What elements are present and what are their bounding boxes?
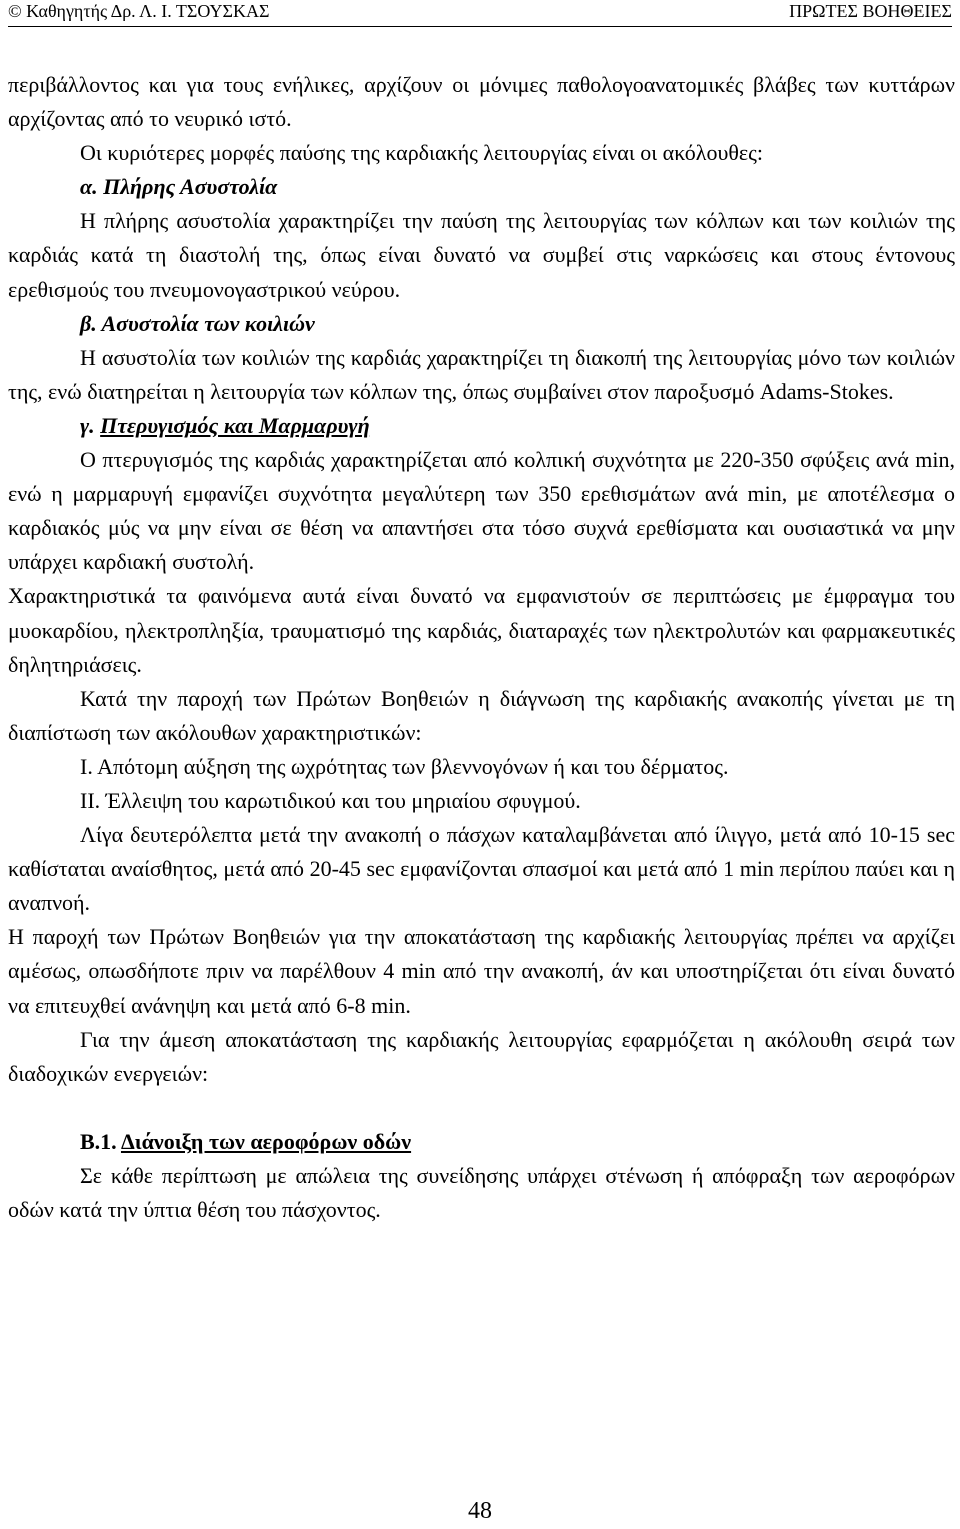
page-number: 48 bbox=[468, 1498, 492, 1524]
section-heading-a: α. Πλήρης Ασυστολία bbox=[80, 174, 278, 200]
header-title: ΠΡΩΤΕΣ ΒΟΗΘΕΙΕΣ bbox=[789, 1, 952, 21]
spacer bbox=[8, 1091, 955, 1125]
subsection-heading bbox=[8, 1125, 955, 1159]
paragraph: Ο πτερυγισμός της καρδιάς χαρακτηρίζεται από κολπική συχνότητα με 220-350 σφύξεις ανά min, ενώ η μαρμαρυγή εμφανίζει συχνότητα μεγαλύτερη των 350 ερεθισμάτων ανά min, με αποτέλεσμα ο καρδιακός μύς να μην είναι σε θέση να απαντήσει στα τόσο συχνά ερεθίσματα και ουσιαστικά να μην υπάρχει καρδιακή συστολή. bbox=[8, 447, 955, 575]
header-author: © Καθηγητής Δρ. Λ. Ι. ΤΣΟΥΣΚΑΣ bbox=[8, 1, 270, 21]
page-header bbox=[8, 0, 952, 27]
paragraph: Η πλήρης ασυστολία χαρακτηρίζει την παύση της λειτουργίας των κόλπων και των κοιλιών της καρδιάς κατά τη διαστολή της, όπως είναι δυνατό να συμβεί στις ναρκώσεις και στους έντονους ερεθισμούς του πνευμονογαστρικού νεύρου. bbox=[8, 208, 955, 302]
page-body bbox=[8, 68, 955, 1227]
section-heading-c bbox=[8, 409, 955, 443]
paragraph: Η παροχή των Πρώτων Βοηθειών για την αποκατάσταση της καρδιακής λειτουργίας πρέπει να αρχίζει αμέσως, οπωσδήποτε πριν να παρέλθουν 4 min από την ανακοπή, άν και υποστηρίζεται ότι είναι δυνατό να επιτευχθεί ανάνηψη και μετά από 6-8 min. bbox=[8, 924, 955, 1018]
paragraph: Κατά την παροχή των Πρώτων Βοηθειών η διάγνωση της καρδιακής ανακοπής γίνεται με τη διαπίστωση των ακόλουθων χαρακτηριστικών: bbox=[8, 685, 955, 745]
paragraph: Για την άμεση αποκατάσταση της καρδιακής λειτουργίας εφαρμόζεται η ακόλουθη σειρά των διαδοχικών ενεργειών: bbox=[8, 1026, 955, 1086]
paragraph: Λίγα δευτερόλεπτα μετά την ανακοπή ο πάσχων καταλαμβάνεται από ίλιγγο, μετά από 10-15 sec καθίσταται αναίσθητος, μετά από 20-45 sec εμφανίζονται σπασμοί και μετά από 1 min περίπου παύει και η αναπνοή. bbox=[8, 822, 955, 916]
paragraph: περιβάλλοντος και για τους ενήλικες, αρχίζουν οι μόνιμες παθολογοανατομικές βλάβες των κυττάρων αρχίζοντας από το νευρικό ιστό. bbox=[8, 72, 955, 132]
list-item: ΙΙ. Έλλειψη του καρωτιδικού και του μηριαίου σφυγμού. bbox=[80, 787, 581, 813]
heading-prefix: Β.1. bbox=[80, 1128, 121, 1154]
paragraph: Η ασυστολία των κοιλιών της καρδιάς χαρακτηρίζει τη διακοπή της λειτουργίας μόνο των κοιλιών της, ενώ διατηρείται η λειτουργία των κόλπων της, όπως συμβαίνει στον παροξυσμό Adams-Stokes. bbox=[8, 344, 955, 404]
heading-prefix: γ. bbox=[80, 412, 101, 438]
paragraph: Χαρακτηριστικά τα φαινόμενα αυτά είναι δυνατό να εμφανιστούν σε περιπτώσεις με έμφραγμα του μυοκαρδίου, ηλεκτροπληξία, τραυματισμό της καρδιάς, διαταραχές των ηλεκτρολυτών και φαρμακευτικές δηλητηριάσεις. bbox=[8, 583, 955, 677]
section-heading-b: β. Ασυστολία των κοιλιών bbox=[80, 310, 315, 336]
heading-title: Πτερυγισμός και Μαρμαρυγή bbox=[100, 412, 370, 438]
paragraph: Σε κάθε περίπτωση με απώλεια της συνείδησης υπάρχει στένωση ή απόφραξη των αεροφόρων οδών κατά την ύπτια θέση του πάσχοντος. bbox=[8, 1162, 955, 1222]
heading-title: Διάνοιξη των αεροφόρων οδών bbox=[120, 1128, 412, 1154]
paragraph: Οι κυριότερες μορφές παύσης της καρδιακής λειτουργίας είναι οι ακόλουθες: bbox=[80, 140, 763, 166]
list-item: Ι. Απότομη αύξηση της ωχρότητας των βλεννογόνων ή και του δέρματος. bbox=[80, 753, 729, 779]
